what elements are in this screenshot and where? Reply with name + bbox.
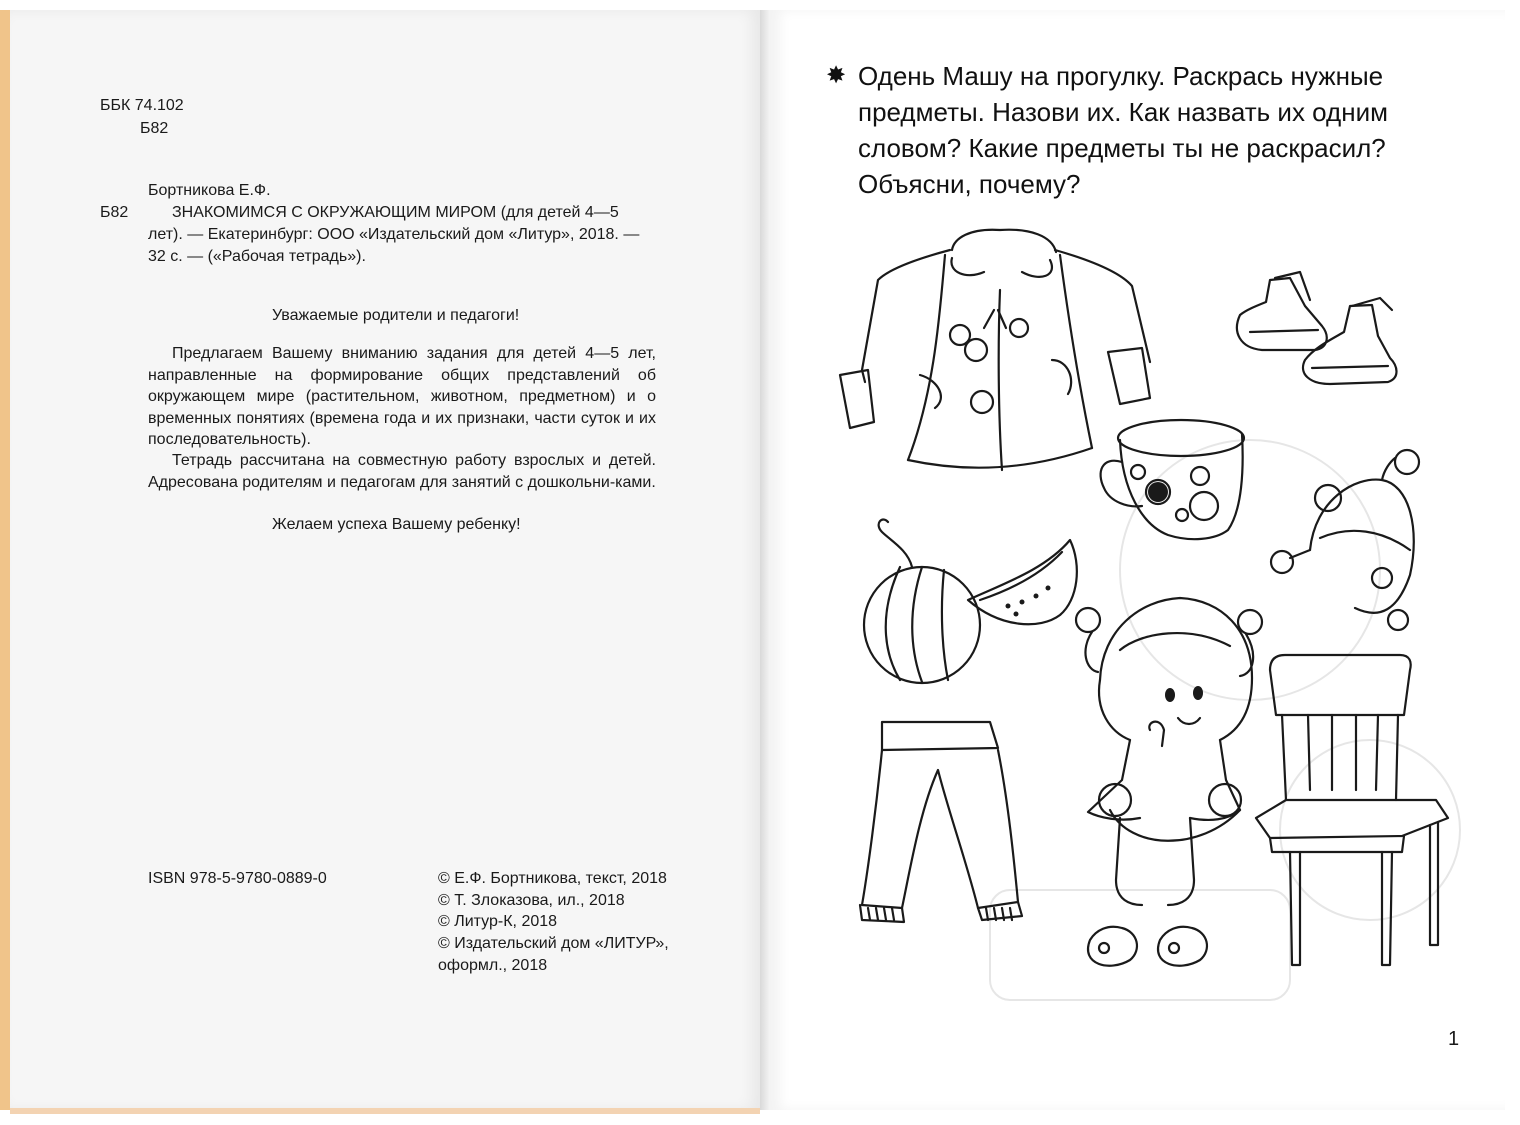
- coloring-illustrations: [770, 10, 1505, 1110]
- intro-paragraph-2: Тетрадь рассчитана на совместную работу взрослых и детей. Адресована родителям и педагогам для занятий с дошкольни-ками.: [148, 452, 656, 491]
- wish-text: Желаем успеха Вашему ребенку!: [272, 516, 521, 533]
- author-name: Бортникова Е.Ф.: [148, 182, 271, 199]
- book-spine-gutter: [760, 10, 770, 1110]
- copyright-line: © Е.Ф. Бортникова, текст, 2018: [438, 870, 667, 887]
- left-page: [10, 10, 760, 1110]
- copyright-line: оформл., 2018: [438, 957, 548, 974]
- cup-drawing: [1101, 420, 1244, 539]
- copyright-line: © Литур-К, 2018: [438, 913, 558, 930]
- bbk-code: ББК 74.102: [100, 97, 184, 114]
- left-cover-bottom-edge: [10, 1108, 760, 1114]
- left-cover-edge: [0, 10, 10, 1110]
- girl-drawing: [1076, 598, 1262, 966]
- copyright-line: © Издательский дом «ЛИТУР»,: [438, 935, 669, 952]
- copyright-line: © Т. Злоказова, ил., 2018: [438, 892, 625, 909]
- show-through-shadow: [990, 440, 1460, 1000]
- boots-drawing: [1237, 272, 1397, 384]
- greeting: Уважаемые родители и педагоги!: [272, 307, 520, 324]
- author-mark-side: Б82: [100, 204, 129, 221]
- author-mark: Б82: [140, 120, 169, 137]
- bibliographic-line-3: 32 с. — («Рабочая тетрадь»).: [148, 248, 366, 265]
- watermelon-drawing: [864, 519, 1077, 683]
- task-text: Одень Машу на прогулку. Раскрась нужные предметы. Назови их. Как назвать их одним словом? Какие предметы ты не раскрасил? Объясни, почему?: [858, 61, 1388, 199]
- trousers-drawing: [860, 722, 1022, 922]
- intro-paragraph-1: Предлагаем Вашему вниманию задания для детей 4—5 лет, направленные на формирование общих представлений об окружающем мире (растительном, животном, предметном) и о временных понятиях (времена года и их признаки, части суток и их последовательность).: [148, 345, 656, 448]
- winter-hat-drawing: [1271, 450, 1419, 630]
- coat-drawing: [840, 230, 1150, 470]
- right-page: [770, 10, 1505, 1110]
- bibliographic-line-2: лет). — Екатеринбург: ООО «Издательский дом «Литур», 2018. —: [148, 226, 640, 243]
- asterisk-icon: ✸: [826, 62, 847, 89]
- isbn: ISBN 978-5-9780-0889-0: [148, 870, 327, 887]
- page-number: 1: [1448, 1028, 1460, 1050]
- bibliographic-line-1: ЗНАКОМИМСЯ С ОКРУЖАЮЩИМ МИРОМ (для детей 4—5: [172, 204, 619, 221]
